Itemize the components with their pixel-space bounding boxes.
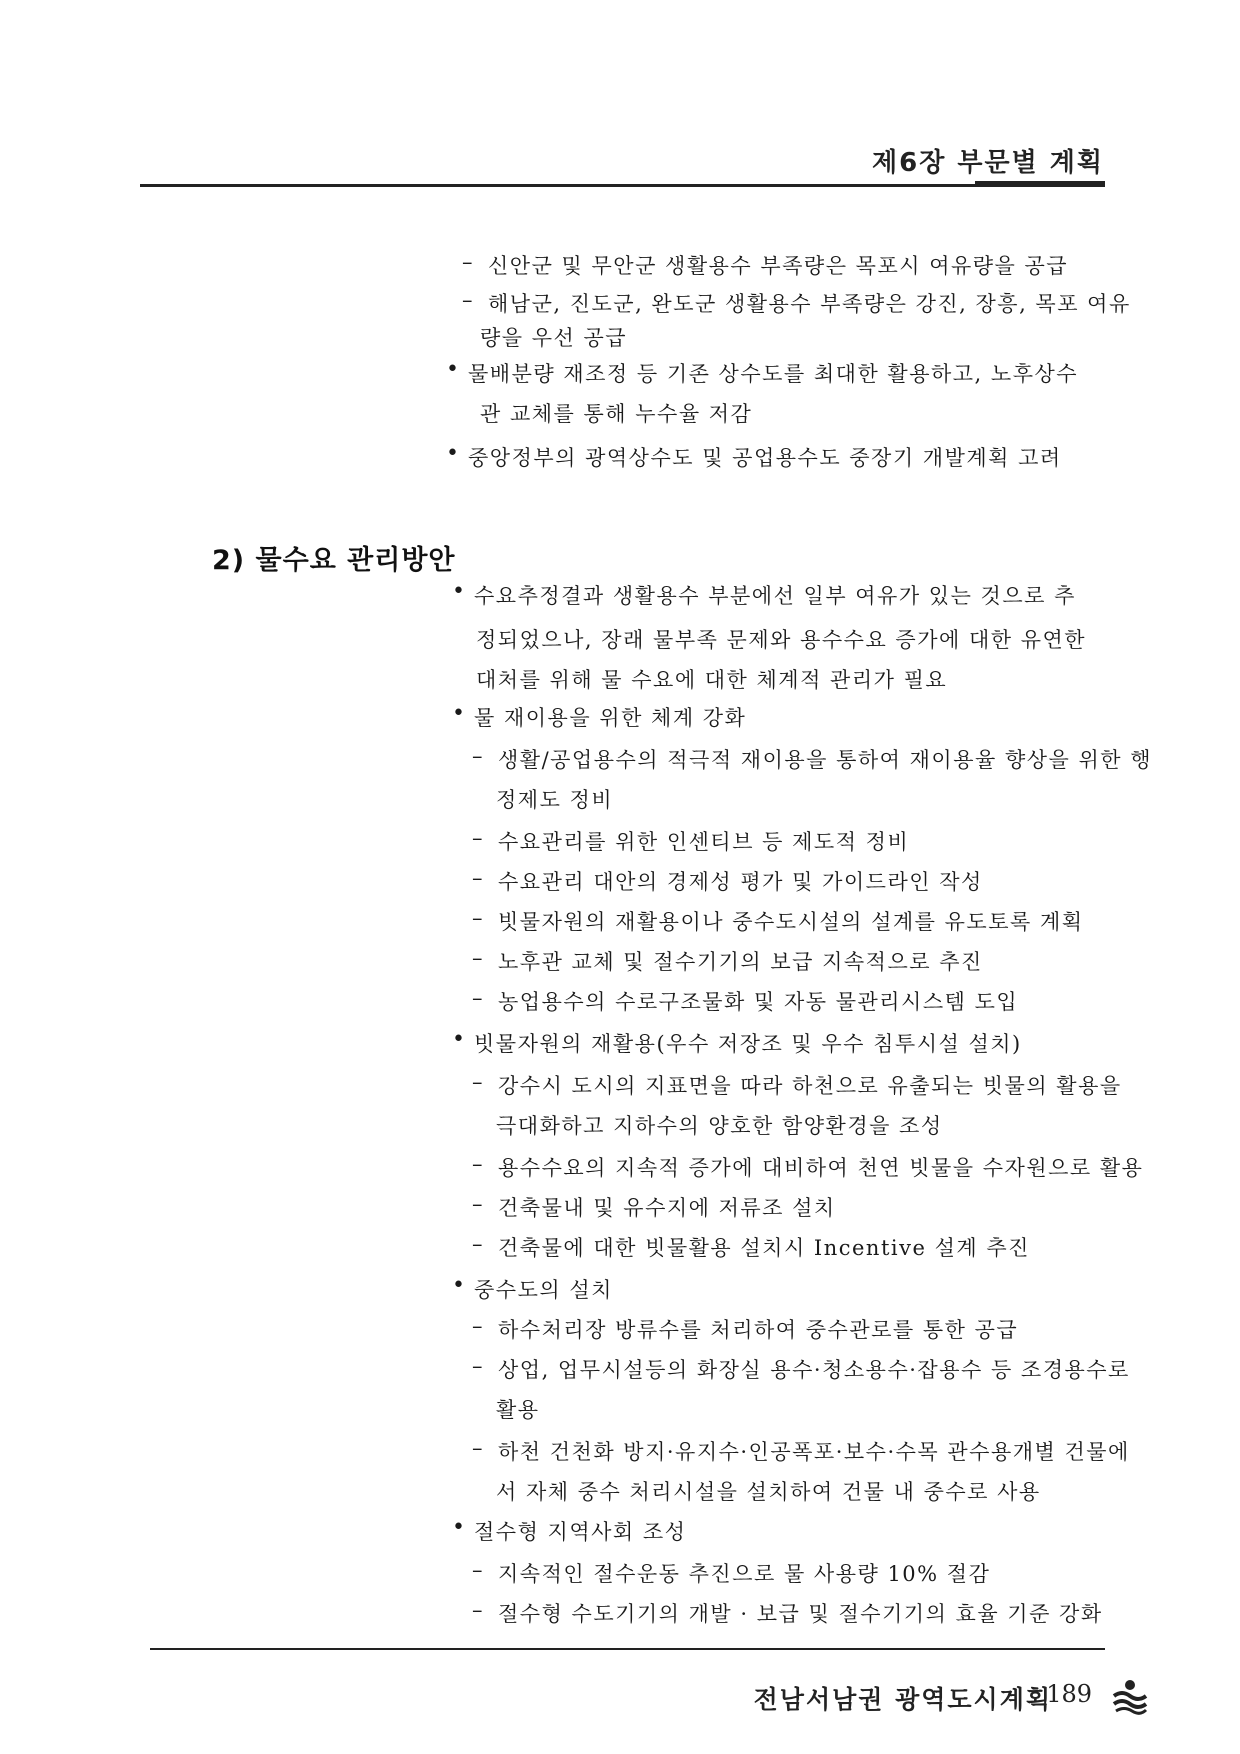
section-heading: 2) 물수요 관리방안 (212, 545, 456, 576)
continuation-line: 서 자체 중수 처리시설을 설치하여 건물 내 중수로 사용 (496, 1480, 1041, 1504)
wave-logo-icon (1110, 1676, 1150, 1716)
dash-item: – 생활/공업용수의 적극적 재이용을 통하여 재이용율 향상을 위한 행 (498, 744, 1152, 774)
page-number: 189 (1046, 1680, 1092, 1708)
dash-item: – 절수형 수도기기의 개발 · 보급 및 절수기기의 효율 기준 강화 (498, 1598, 1103, 1628)
dash-item: – 강수시 도시의 지표면을 따라 하천으로 유출되는 빗물의 활용을 (498, 1070, 1122, 1100)
continuation-line: 극대화하고 지하수의 양호한 함양환경을 조성 (496, 1114, 943, 1138)
continuation-line: 정제도 정비 (496, 788, 614, 812)
dash-item: – 하천 건천화 방지·유지수·인공폭포·보수·수목 관수용개별 건물에 (498, 1436, 1130, 1466)
dash-item: – 노후관 교체 및 절수기기의 보급 지속적으로 추진 (498, 946, 983, 976)
continuation-line: 활용 (496, 1398, 540, 1422)
dash-item: – 농업용수의 수로구조물화 및 자동 물관리시스템 도입 (498, 986, 1018, 1016)
footer-rule (150, 1648, 1105, 1650)
dash-item: – 지속적인 절수운동 추진으로 물 사용량 10% 절감 (498, 1558, 990, 1588)
bullet-item: • 물배분량 재조정 등 기존 상수도를 최대한 활용하고, 노후상수 (468, 358, 1078, 388)
continuation-line: 관 교체를 통해 누수율 저감 (480, 402, 753, 426)
dash-item: – 해남군, 진도군, 완도군 생활용수 부족량은 강진, 장흥, 목포 여유 (488, 288, 1131, 318)
header-rule (140, 184, 1105, 187)
bullet-item: • 절수형 지역사회 조성 (474, 1516, 686, 1546)
dash-item: – 수요관리를 위한 인센티브 등 제도적 정비 (498, 826, 909, 856)
dash-item: – 빗물자원의 재활용이나 중수도시설의 설계를 유도토록 계획 (498, 906, 1084, 936)
dash-item: – 수요관리 대안의 경제성 평가 및 가이드라인 작성 (498, 866, 983, 896)
dash-item: – 용수수요의 지속적 증가에 대비하여 천연 빗물을 수자원으로 활용 (498, 1152, 1143, 1182)
bullet-item: • 중수도의 설치 (474, 1274, 613, 1304)
dash-item: – 상업, 업무시설등의 화장실 용수·청소용수·잡용수 등 조경용수로 (498, 1354, 1130, 1384)
bullet-item: • 수요추정결과 생활용수 부분에선 일부 여유가 있는 것으로 추 (474, 580, 1076, 610)
footer-title: 전남서남권 광역도시계획 (753, 1685, 1052, 1714)
dash-item: – 하수처리장 방류수를 처리하여 중수관로를 통한 공급 (498, 1314, 1018, 1344)
chapter-title: 제6장 부문별 계획 (871, 148, 1104, 178)
continuation-line: 량을 우선 공급 (480, 326, 628, 350)
continuation-line: 정되었으나, 장래 물부족 문제와 용수수요 증가에 대한 유연한 (476, 628, 1087, 652)
continuation-line: 대처를 위해 물 수요에 대한 체계적 관리가 필요 (476, 668, 948, 692)
bullet-item: • 중앙정부의 광역상수도 및 공업용수도 중장기 개발계획 고려 (468, 442, 1062, 472)
bullet-item: • 빗물자원의 재활용(우수 저장조 및 우수 침투시설 설치) (474, 1028, 1022, 1058)
bullet-item: • 물 재이용을 위한 체계 강화 (474, 702, 746, 732)
dash-item: – 건축물내 및 유수지에 저류조 설치 (498, 1192, 836, 1222)
dash-item: – 신안군 및 무안군 생활용수 부족량은 목포시 여유량을 공급 (488, 250, 1068, 280)
dash-item: – 건축물에 대한 빗물활용 설치시 Incentive 설계 추진 (498, 1232, 1030, 1262)
